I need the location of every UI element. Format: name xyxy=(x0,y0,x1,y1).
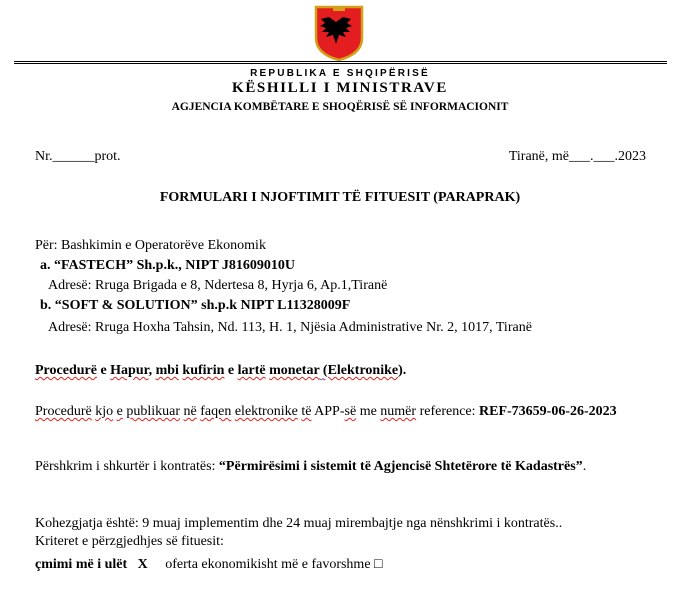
agency-heading: AGJENCIA KOMBËTARE E SHOQËRISË SË INFORMACIONIT xyxy=(171,101,509,113)
republic-heading: REPUBLIKA E SHQIPËRISË xyxy=(250,68,430,79)
publication-word: në xyxy=(183,404,197,419)
procedure-type xyxy=(35,362,406,379)
contract-duration: Kohezgjatja është: 9 muaj implementim dhe 24 muaj mirembajtje nga nënshkrimi i kontratës.. xyxy=(35,516,563,531)
procedure-word: , xyxy=(148,363,156,378)
recipient-a: a. “FASTECH” Sh.p.k., NIPT J81609010U xyxy=(40,258,296,273)
contract-description xyxy=(35,458,646,475)
contract-lead: Përshkrim i shkurtër i kontratës: xyxy=(35,459,219,474)
criteria-options xyxy=(35,556,383,573)
publication-word: publikuar xyxy=(126,404,181,419)
recipient-b: b. “SOFT & SOLUTION” sh.p.k NIPT L11328009F xyxy=(40,298,351,313)
document-title: FORMULARI I NJOFTIMIT TË FITUESIT (PARAPRAK) xyxy=(159,190,521,205)
procedure-word: mbi xyxy=(155,363,179,378)
procedure-word: (Elektronike xyxy=(322,363,399,378)
contract-name: “Përmirësimi i sistemit të Agjencisë Shtetërore të Kadastrës” xyxy=(218,459,583,474)
procedure-word: e xyxy=(96,363,111,378)
publication-word: faqen xyxy=(200,404,232,419)
procedure-word: Hapur xyxy=(110,363,149,378)
publication-word: numër xyxy=(380,404,417,419)
publication-word: kjo xyxy=(95,404,114,419)
recipient-b-address: Adresë: Rruga Hoxha Tahsin, Nd. 113, H. 1, Njësia Administrative Nr. 2, 1017, Tiranë xyxy=(48,320,532,335)
procedure-word: monetar xyxy=(269,363,320,378)
header-rule-bottom xyxy=(14,63,667,64)
publication-word: Procedurë xyxy=(35,404,92,419)
criteria-label: Kriteret e përzgjedhjes së fituesit: xyxy=(35,534,224,549)
procedure-word: lartë xyxy=(237,363,266,378)
reference-number: REF-73659-06-26-2023 xyxy=(479,404,617,419)
procedure-word: kufirin xyxy=(182,363,225,378)
publication-word: së xyxy=(344,404,357,419)
recipient-a-address: Adresë: Rruga Brigada e 8, Ndertesa 8, Hyrja 6, Ap.1,Tiranë xyxy=(48,278,388,293)
procedure-word: ). xyxy=(398,363,407,378)
criteria-most-favorable-checkbox: □ xyxy=(374,557,383,572)
contract-tail: . xyxy=(582,459,587,474)
criteria-lowest-price: çmimi më i ulët xyxy=(35,557,128,572)
recipients-intro: Për: Bashkimin e Operatorëve Ekonomik xyxy=(35,238,266,253)
publication-word: me xyxy=(356,404,381,419)
publication-paragraph xyxy=(35,403,646,420)
criteria-lowest-price-mark: X xyxy=(137,557,148,572)
procedure-word: e xyxy=(224,363,238,378)
place-date: Tiranë, më___.___.2023 xyxy=(508,149,646,164)
publication-word: reference: xyxy=(416,404,480,419)
protocol-number: Nr.______prot. xyxy=(35,149,121,164)
criteria-most-favorable: oferta ekonomikisht më e favorshme xyxy=(165,557,371,572)
procedure-word: Procedurë xyxy=(35,363,97,378)
publication-word: APP- xyxy=(311,404,345,419)
council-heading: KËSHILLI I MINISTRAVE xyxy=(232,80,448,96)
publication-word: e xyxy=(116,404,123,419)
publication-word: elektronike xyxy=(234,404,298,419)
publication-word: të xyxy=(301,404,312,419)
albanian-emblem-icon xyxy=(313,4,365,62)
header-rule-top xyxy=(14,61,667,62)
